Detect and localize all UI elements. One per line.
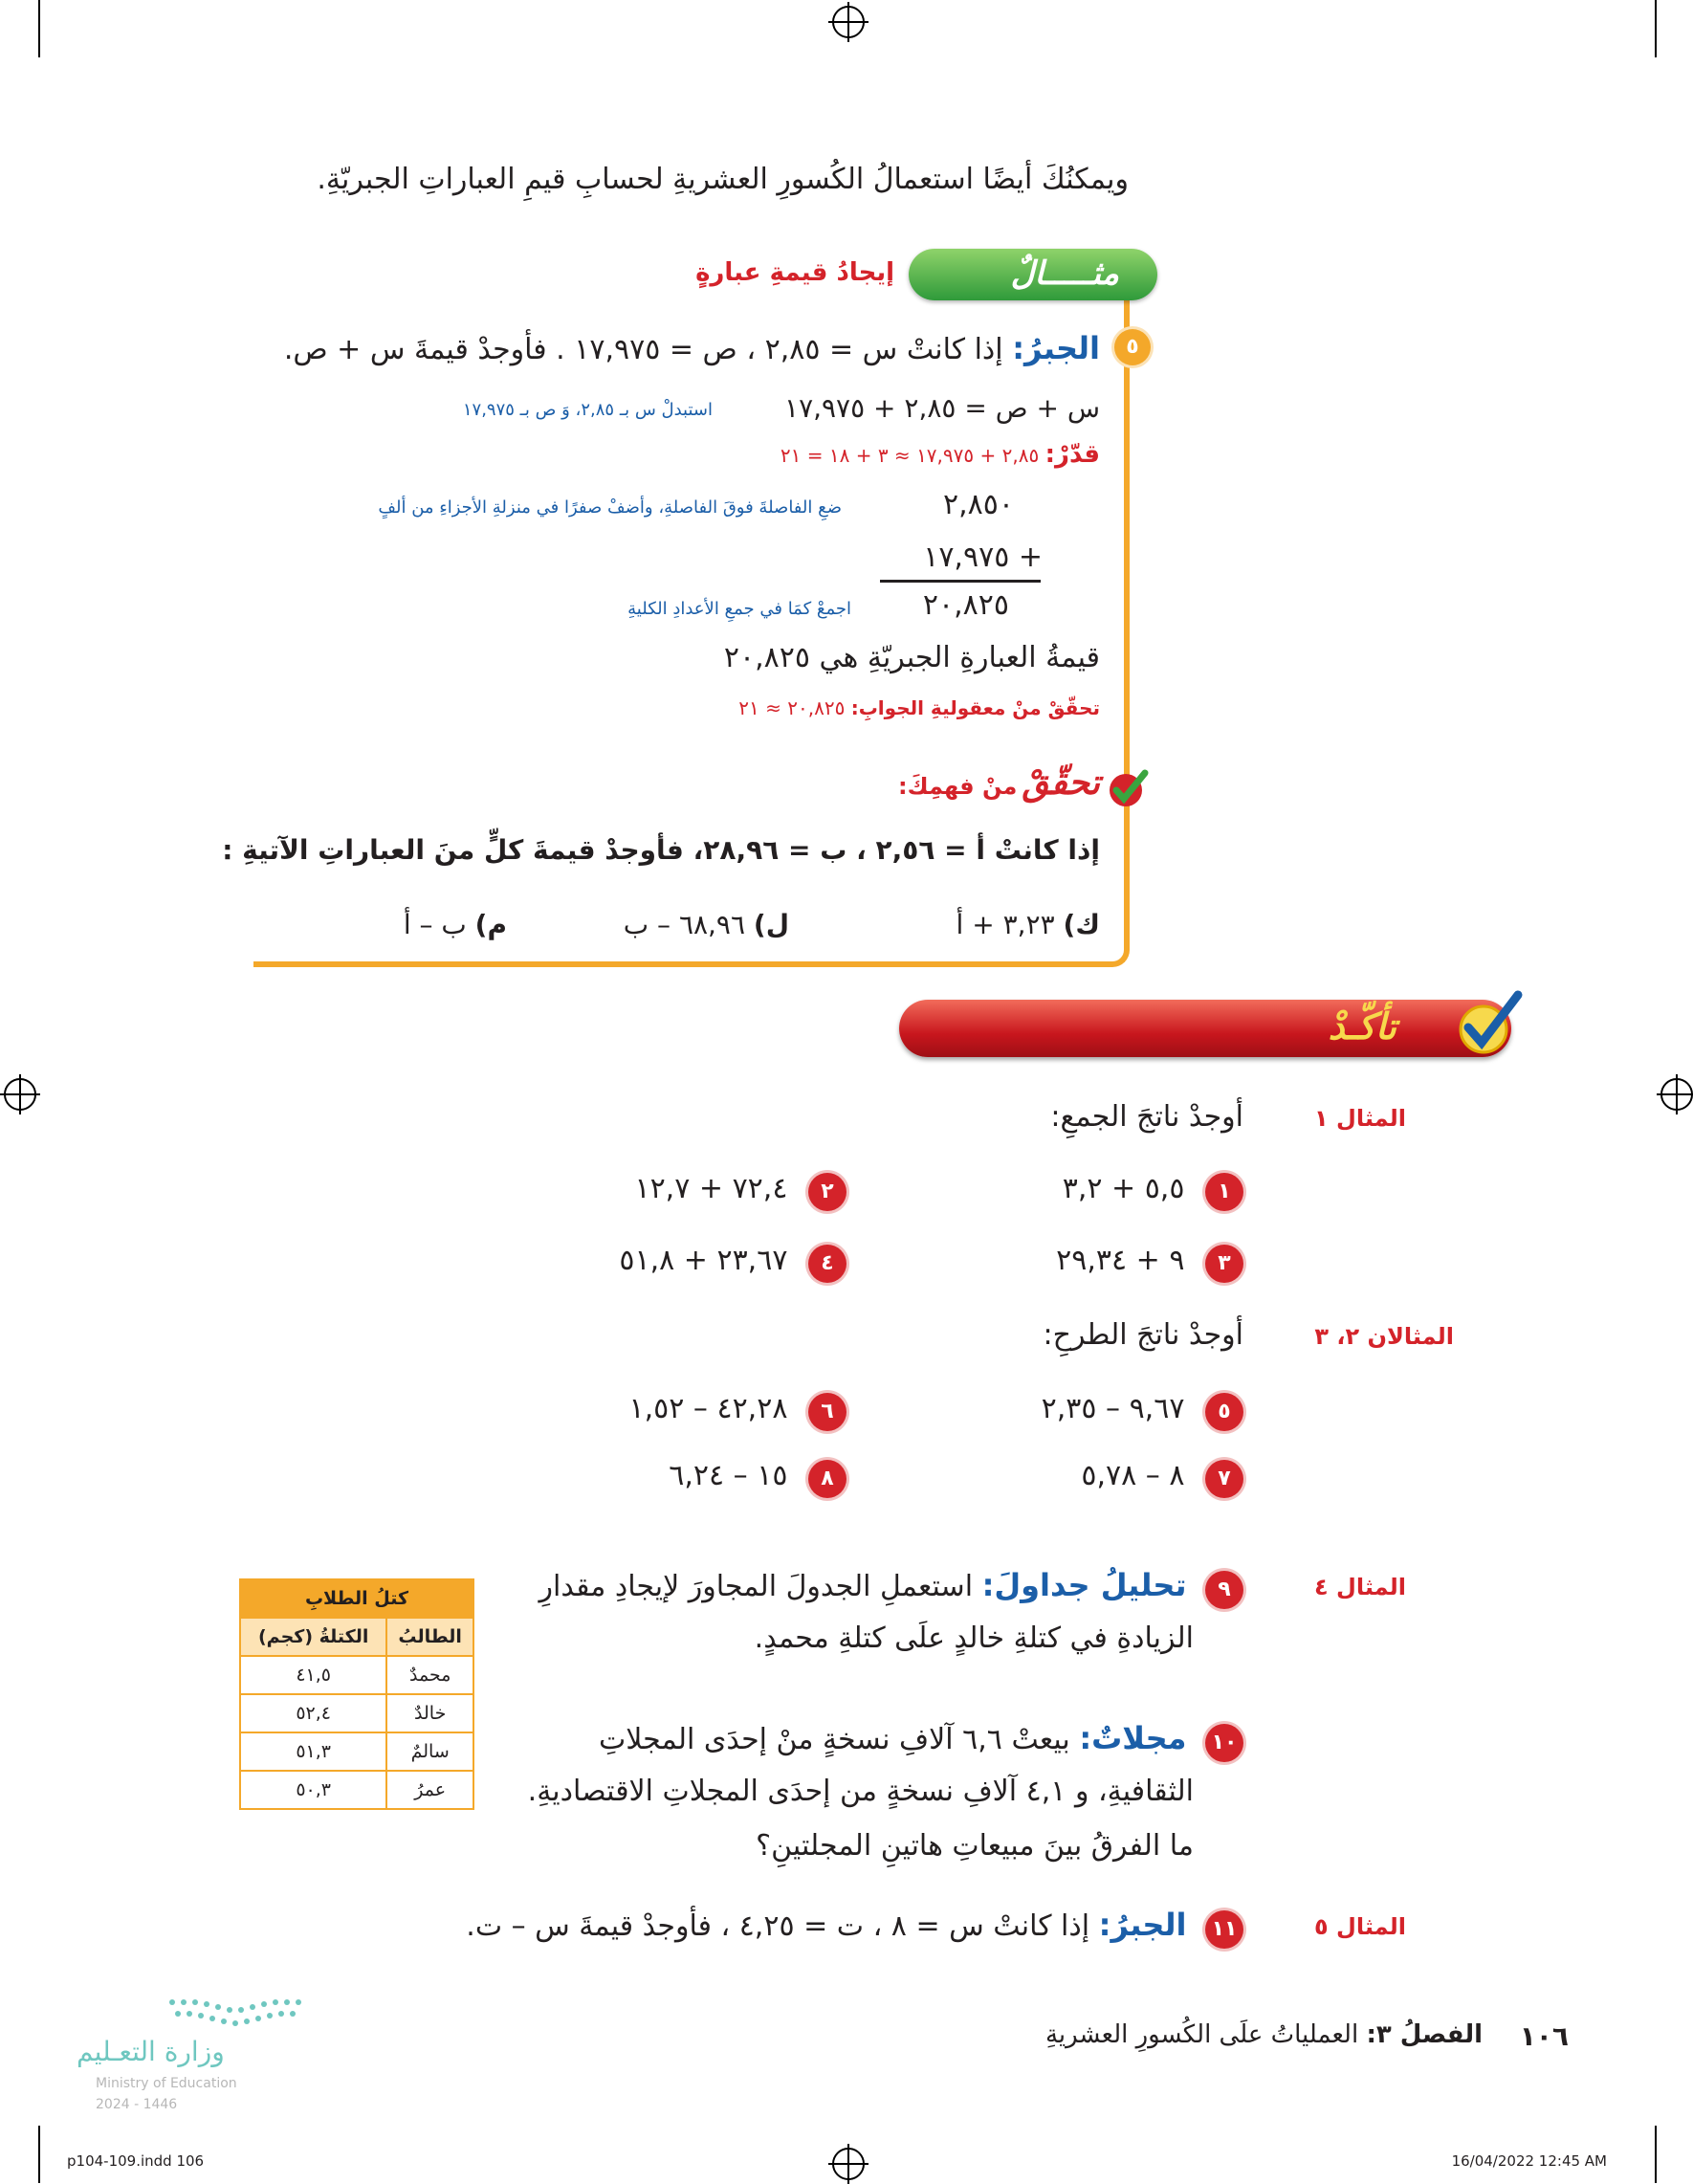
example-badge-label: مثـــــالٌ [1010, 254, 1119, 293]
table-row [240, 1694, 473, 1732]
exercise-expr: ٢٣,٦٧ + ٥١,٨ [619, 1244, 788, 1277]
q10-row1 [599, 1720, 1243, 1762]
exercise-expr: ٤٢,٢٨ – ١,٥٢ [628, 1392, 788, 1425]
exercise-number: ٤ [808, 1245, 846, 1283]
q9-row1 [539, 1567, 1243, 1609]
crop-mark [38, 2126, 40, 2183]
exercise-number: ٢ [808, 1173, 846, 1211]
exercise-number: ١١ [1205, 1910, 1243, 1949]
check-item-expr: ٣,٢٣ + أ [956, 909, 1055, 940]
exercise-item [1056, 1244, 1243, 1283]
check-value: ٢٠,٨٢٥ ≈ ٢١ [738, 696, 846, 719]
exercise-number: ١ [1205, 1173, 1243, 1211]
intro-text: ويمكنُكَ أيضًا استعمالُ الكُسورِ العشريةِ لحسابِ قيمِ العباراتِ الجبريّةِ. [317, 163, 1129, 196]
exercise-item [634, 1172, 846, 1211]
q11-label: الجبرُ: [1098, 1907, 1187, 1943]
check-item-label: ل) [753, 909, 789, 940]
section2-instruction: أوجدْ ناتجَ الطرحِ: [1043, 1318, 1243, 1352]
table-cell: ٥٠,٣ [240, 1771, 386, 1809]
registration-mark-icon [832, 6, 865, 38]
check-item-k [956, 909, 1100, 940]
check-item-l [624, 909, 789, 940]
table-cell: محمدٌ [386, 1656, 473, 1694]
exercise-item [669, 1459, 846, 1498]
registration-mark-icon [1660, 1078, 1693, 1111]
sum-line2: + ١٧,٩٧٥ [923, 540, 1043, 574]
sum-line1: ٢,٨٥٠ [943, 488, 1014, 521]
check-understanding-heading [898, 763, 1100, 803]
confirm-banner [899, 1000, 1511, 1057]
exercise-item [1042, 1392, 1243, 1431]
check-understanding-subtitle: منْ فهمِكَ: [898, 773, 1018, 800]
check-item-expr: ٦٨,٩٦ – ب [623, 909, 745, 940]
exercise-item [1081, 1459, 1243, 1498]
section3-ref: المثال ٤ [1314, 1574, 1406, 1600]
check-row [738, 696, 1100, 719]
table-cell: ٤١,٥ [240, 1656, 386, 1694]
table-cell: ٥١,٣ [240, 1732, 386, 1771]
checkmark-icon [1105, 765, 1151, 811]
example-step1: س + ص = ٢,٨٥ + ١٧,٩٧٥ [784, 392, 1100, 424]
table-row [240, 1656, 473, 1694]
estimate-label: قدّرْ: [1044, 440, 1100, 469]
check-understanding-question: إذا كانتْ أ = ٢,٥٦ ، ب = ٢٨,٩٦، فأوجدْ قيمةَ كلٍّ منَ العباراتِ الآتيةِ : [222, 834, 1100, 866]
exercise-expr: ٨ – ٥,٧٨ [1081, 1459, 1185, 1492]
example-step1-note: استبدلْ س بـ ٢,٨٥، وَ ص بـ ١٧,٩٧٥ [462, 400, 713, 420]
q9-label: تحليلُ جداولَ: [981, 1567, 1187, 1603]
registration-mark-icon [832, 2148, 865, 2180]
crop-mark [38, 0, 40, 57]
estimate-row [781, 440, 1100, 469]
q10-line2: الثقافيةِ، و ٤,١ آلافِ نسخةٍ من إحدَى المجلاتِ الاقتصاديةِ. [527, 1775, 1194, 1808]
exercise-expr: ٩ + ٢٩,٣٤ [1056, 1244, 1185, 1277]
chapter-heading [1045, 2020, 1483, 2049]
q9-line2: الزيادةِ في كتلةِ خالدٍ علَى كتلةِ محمدٍ. [754, 1621, 1194, 1655]
exercise-expr: ٧٢,٤ + ١٢,٧ [634, 1172, 788, 1205]
q9-line1: استعملِ الجدولَ المجاورَ لإيجادِ مقدارِ [539, 1570, 974, 1603]
table-row [240, 1771, 473, 1809]
exercise-number: ٩ [1205, 1571, 1243, 1609]
section1-ref: المثال ١ [1314, 1105, 1406, 1132]
example-title: إيجادُ قيمةِ عبارةٍ [695, 258, 894, 287]
q10-line1: بيعتْ ٦,٦ آلافِ نسخةٍ منْ إحدَى المجلاتِ [599, 1723, 1070, 1756]
exercise-expr: ١٥ – ٦,٢٤ [669, 1459, 788, 1492]
example-number [1114, 329, 1151, 365]
table-cell: سالمٌ [386, 1732, 473, 1771]
table-row [240, 1732, 473, 1771]
ministry-year: 2024 - 1446 [96, 2097, 178, 2112]
example-question: إذا كانتْ س = ٢,٨٥ ، ص = ١٧,٩٧٥ . فأوجدْ قيمةَ س + ص. [283, 333, 1003, 366]
ministry-name-en: Ministry of Education [96, 2076, 237, 2091]
check-item-label: م) [474, 909, 507, 940]
exercise-number: ١٠ [1205, 1724, 1243, 1762]
exercise-expr: ٥,٥ + ٣,٢ [1062, 1172, 1185, 1205]
exercise-number: ٥ [1205, 1393, 1243, 1431]
example-question-row [284, 330, 1100, 366]
section4-ref: المثال ٥ [1314, 1913, 1406, 1940]
q11-row [466, 1907, 1243, 1949]
print-timestamp: 16/04/2022 12:45 AM [1451, 2152, 1607, 2170]
check-item-label: ك) [1063, 909, 1100, 940]
example-badge [909, 249, 1157, 300]
confirm-check-icon [1449, 985, 1526, 1062]
chapter-label: الفصلُ ٣: [1366, 2020, 1483, 2049]
ministry-logo-icon [163, 1995, 316, 2033]
section2-ref: المثالان ٢، ٣ [1314, 1323, 1454, 1350]
sum-line1-note: ضعِ الفاصلةَ فوقَ الفاصلةِ، وأضفْ صفرًا في منزلةِ الأجزاءِ من ألفٍ [378, 497, 842, 518]
estimate-value: ٢,٨٥ + ١٧,٩٧٥ ≈ ٣ + ١٨ = ٢١ [780, 444, 1040, 467]
check-understanding-title: تحقّقْ [1022, 763, 1100, 803]
table-cell: خالدٌ [386, 1694, 473, 1732]
exercise-expr: ٩,٦٧ – ٢,٣٥ [1041, 1392, 1185, 1425]
section1-instruction: أوجدْ ناتجَ الجمعِ: [1050, 1100, 1243, 1134]
student-mass-table [239, 1578, 474, 1810]
exercise-number: ٣ [1205, 1245, 1243, 1283]
exercise-number: ٨ [808, 1460, 846, 1498]
example-result: قيمةُ العبارةِ الجبريّةِ هي ٢٠,٨٢٥ [723, 641, 1100, 674]
exercise-number: ٧ [1205, 1460, 1243, 1498]
q10-line3: ما الفرقُ بينَ مبيعاتِ هاتينِ المجلتينِ؟ [756, 1829, 1194, 1863]
example-label: الجبرُ: [1012, 330, 1100, 366]
crop-mark [1655, 0, 1657, 57]
confirm-title: تأكّـدْ [1328, 1005, 1396, 1048]
page-number: ١٠٦ [1519, 2020, 1569, 2052]
check-label: تحقّقْ منْ معقوليةِ الجوابِ: [850, 696, 1100, 719]
exercise-item [619, 1244, 846, 1283]
check-item-m [404, 909, 507, 940]
chapter-title: العملياتُ علَى الكُسورِ العشريةِ [1044, 2020, 1359, 2049]
ministry-name-ar: وزارة التعـليم [77, 2036, 225, 2067]
file-name: p104-109.indd 106 [67, 2152, 205, 2170]
example-number-label: ٥ [1126, 335, 1139, 359]
sum-line3: ٢٠,٨٢٥ [922, 588, 1009, 622]
exercise-item [1063, 1172, 1243, 1211]
check-item-expr: ب – أ [403, 909, 467, 940]
sum-line3-note: اجمعْ كمَا في جمعِ الأعدادِ الكليةِ [627, 599, 851, 619]
crop-mark [1655, 2126, 1657, 2183]
q10-label: مجلاتٌ: [1079, 1720, 1187, 1756]
sum-rule [880, 580, 1041, 583]
table-header: الطالبُ [386, 1618, 473, 1656]
table-header: الكتلةُ (كجم) [240, 1618, 386, 1656]
exercise-item [628, 1392, 846, 1431]
table-cell: ٥٢,٤ [240, 1694, 386, 1732]
table-title: كتلُ الطلابِ [240, 1579, 473, 1618]
exercise-number: ٦ [808, 1393, 846, 1431]
registration-mark-icon [4, 1078, 36, 1111]
table-cell: عمرُ [386, 1771, 473, 1809]
q11-text: إذا كانتْ س = ٨ ، ت = ٤,٢٥ ، فأوجدْ قيمةَ س – ت. [466, 1909, 1090, 1943]
